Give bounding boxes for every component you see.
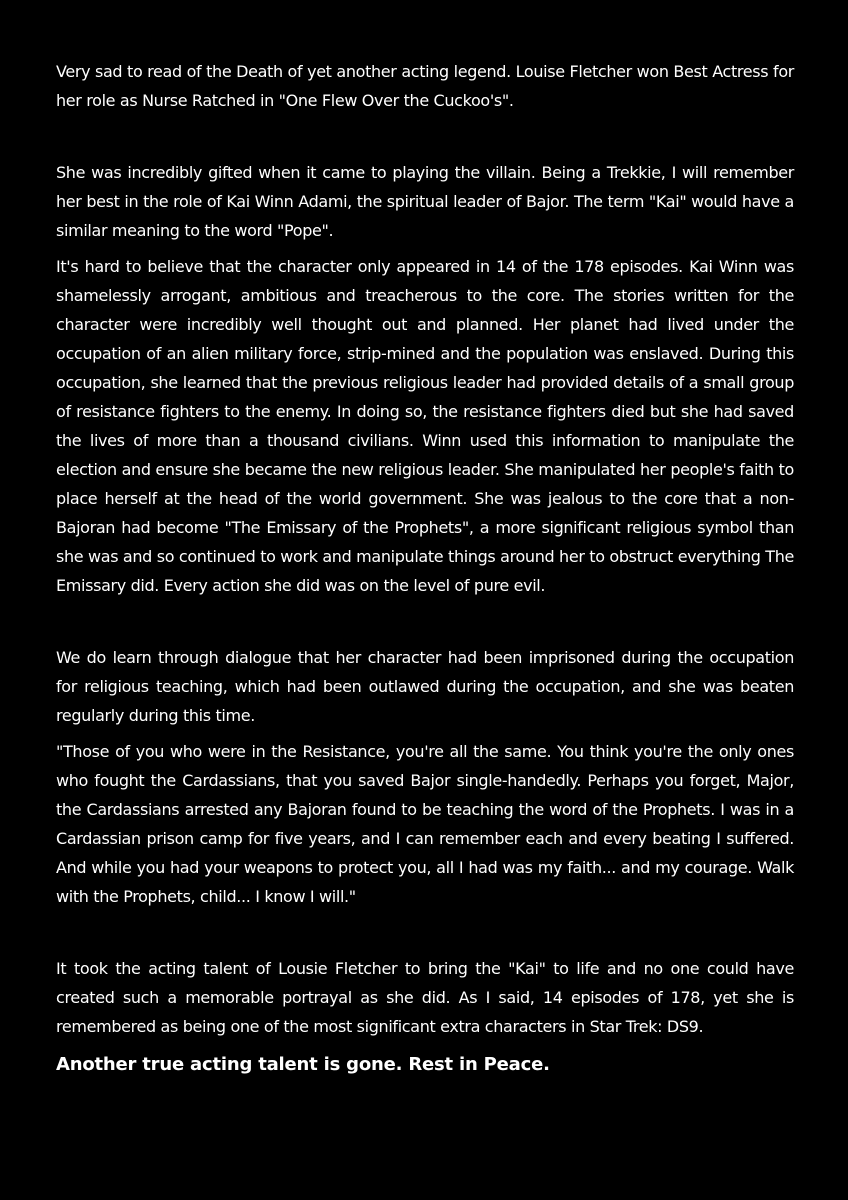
paragraph-intro: Very sad to read of the Death of yet another acting legend. Louise Fletcher won Best Actress for her role as Nurse Ratched in "One Flew Over the Cuckoo's". (56, 62, 794, 110)
paragraph-villain: She was incredibly gifted when it came to playing the villain. Being a Trekkie, I will remember her best in the role of Kai Winn Adami, the spiritual leader of Bajor. The term "Kai" would have a similar meaning to the word "Pope". (56, 163, 794, 240)
paragraph-tribute: It took the acting talent of Lousie Fletcher to bring the "Kai" to life and no one could have created such a memorable portrayal as she did. As I said, 14 episodes of 178, yet she is remembered as being one of the most significant extra characters in Star Trek: DS9. (56, 959, 794, 1036)
paragraph-quote: "Those of you who were in the Resistance, you're all the same. You think you're the only ones who fought the Cardassians, that you saved Bajor single-handedly. Perhaps you forget, Major, the Cardassians arrested any Bajoran found to be teaching the word of the Prophets. I was in a Cardassian prison camp for five years, and I can remember each and every beating I suffered. And while you had your weapons to protect you, all I had was my faith... and my courage. Walk with the Prophets, child... I know I will." (56, 742, 794, 906)
document-body (56, 57, 794, 1079)
paragraph-imprisonment: We do learn through dialogue that her character had been imprisoned during the occupation for religious teaching, which had been outlawed during the occupation, and she was beaten regularly during this time. (56, 648, 794, 725)
closing-statement: Another true acting talent is gone. Rest in Peace. (56, 1054, 550, 1075)
paragraph-kai-winn: It's hard to believe that the character only appeared in 14 of the 178 episodes. Kai Winn was shamelessly arrogant, ambitious and treacherous to the core. The stories written for the character were incredibly well thought out and planned. Her planet had lived under the occupation of an alien military force, strip-mined and the population was enslaved. During this occupation, she learned that the previous religious leader had provided details of a small group of resistance fighters to the enemy. In doing so, the resistance fighters died but she had saved the lives of more than a thousand civilians. Winn used this information to manipulate the election and ensure she became the new religious leader. She manipulated her people's faith to place herself at the head of the world government. She was jealous to the core that a non-Bajoran had become "The Emissary of the Prophets", a more significant religious symbol than she was and so continued to work and manipulate things around her to obstruct everything The Emissary did. Every action she did was on the level of pure evil. (56, 257, 794, 595)
